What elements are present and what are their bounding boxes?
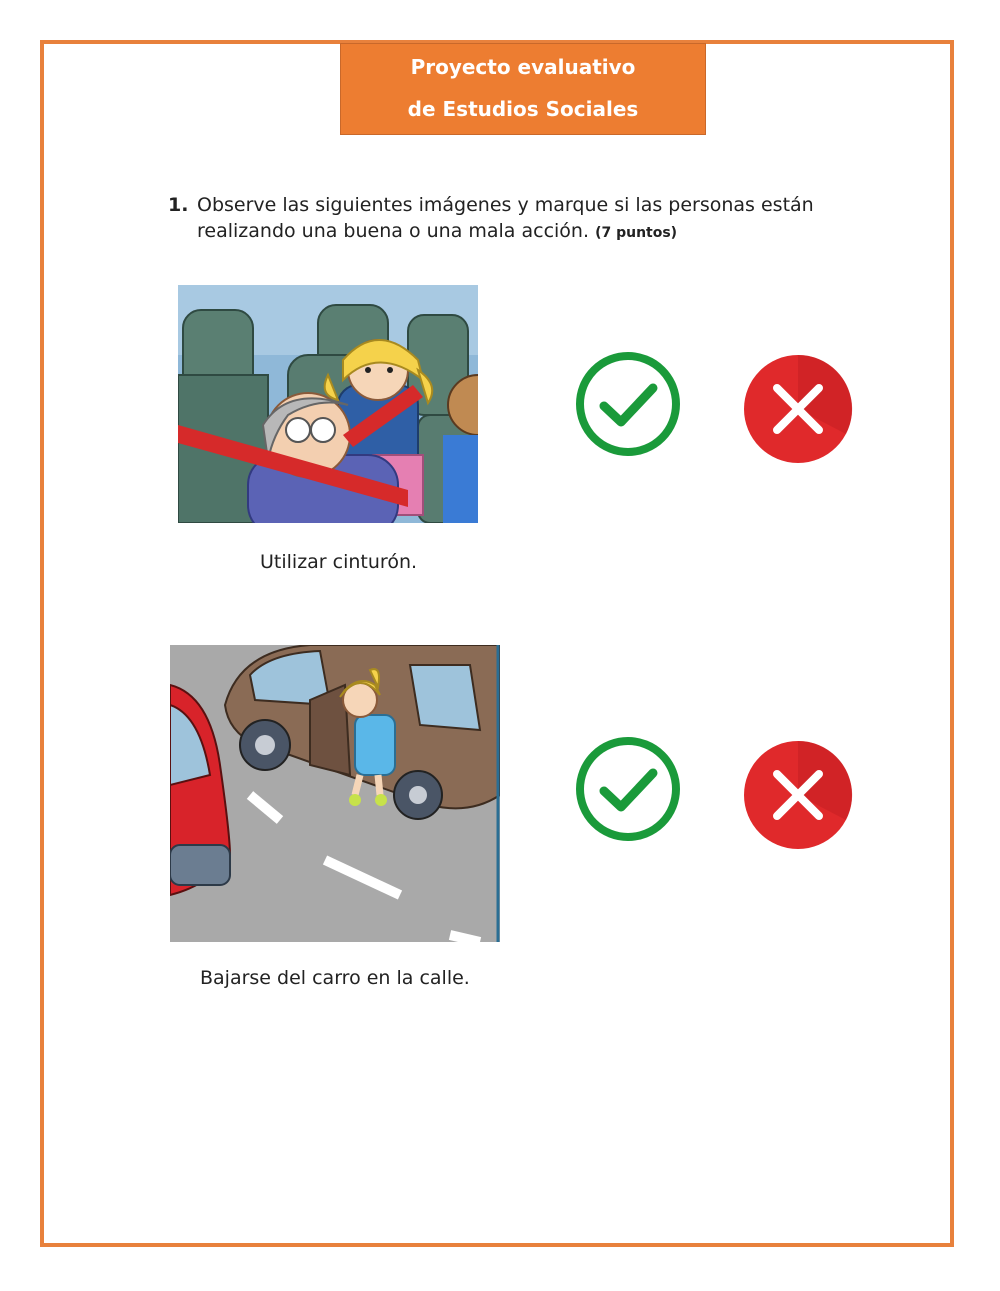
question-1 <box>168 192 828 246</box>
question-text: Observe las siguientes imágenes y marque si las personas están realizando una buena o una mala acción. <box>197 194 814 242</box>
caption-exiting-car: Bajarse del carro en la calle. <box>200 967 470 989</box>
x-option-1[interactable] <box>743 354 853 468</box>
title-line-1: Proyecto evaluativo <box>410 55 636 79</box>
check-icon <box>580 741 676 837</box>
seatbelt-illustration <box>178 285 478 523</box>
exiting-car-illustration <box>170 645 500 942</box>
title-line-2: de Estudios Sociales <box>407 97 639 121</box>
title-banner <box>340 43 706 135</box>
x-option-2[interactable] <box>743 740 853 854</box>
check-icon <box>580 356 676 452</box>
question-number: 1. <box>168 194 189 216</box>
check-option-1[interactable] <box>574 350 682 462</box>
question-points: (7 puntos) <box>595 225 678 241</box>
check-option-2[interactable] <box>574 735 682 847</box>
question-prompt <box>197 192 828 246</box>
caption-seatbelt: Utilizar cinturón. <box>260 551 418 573</box>
